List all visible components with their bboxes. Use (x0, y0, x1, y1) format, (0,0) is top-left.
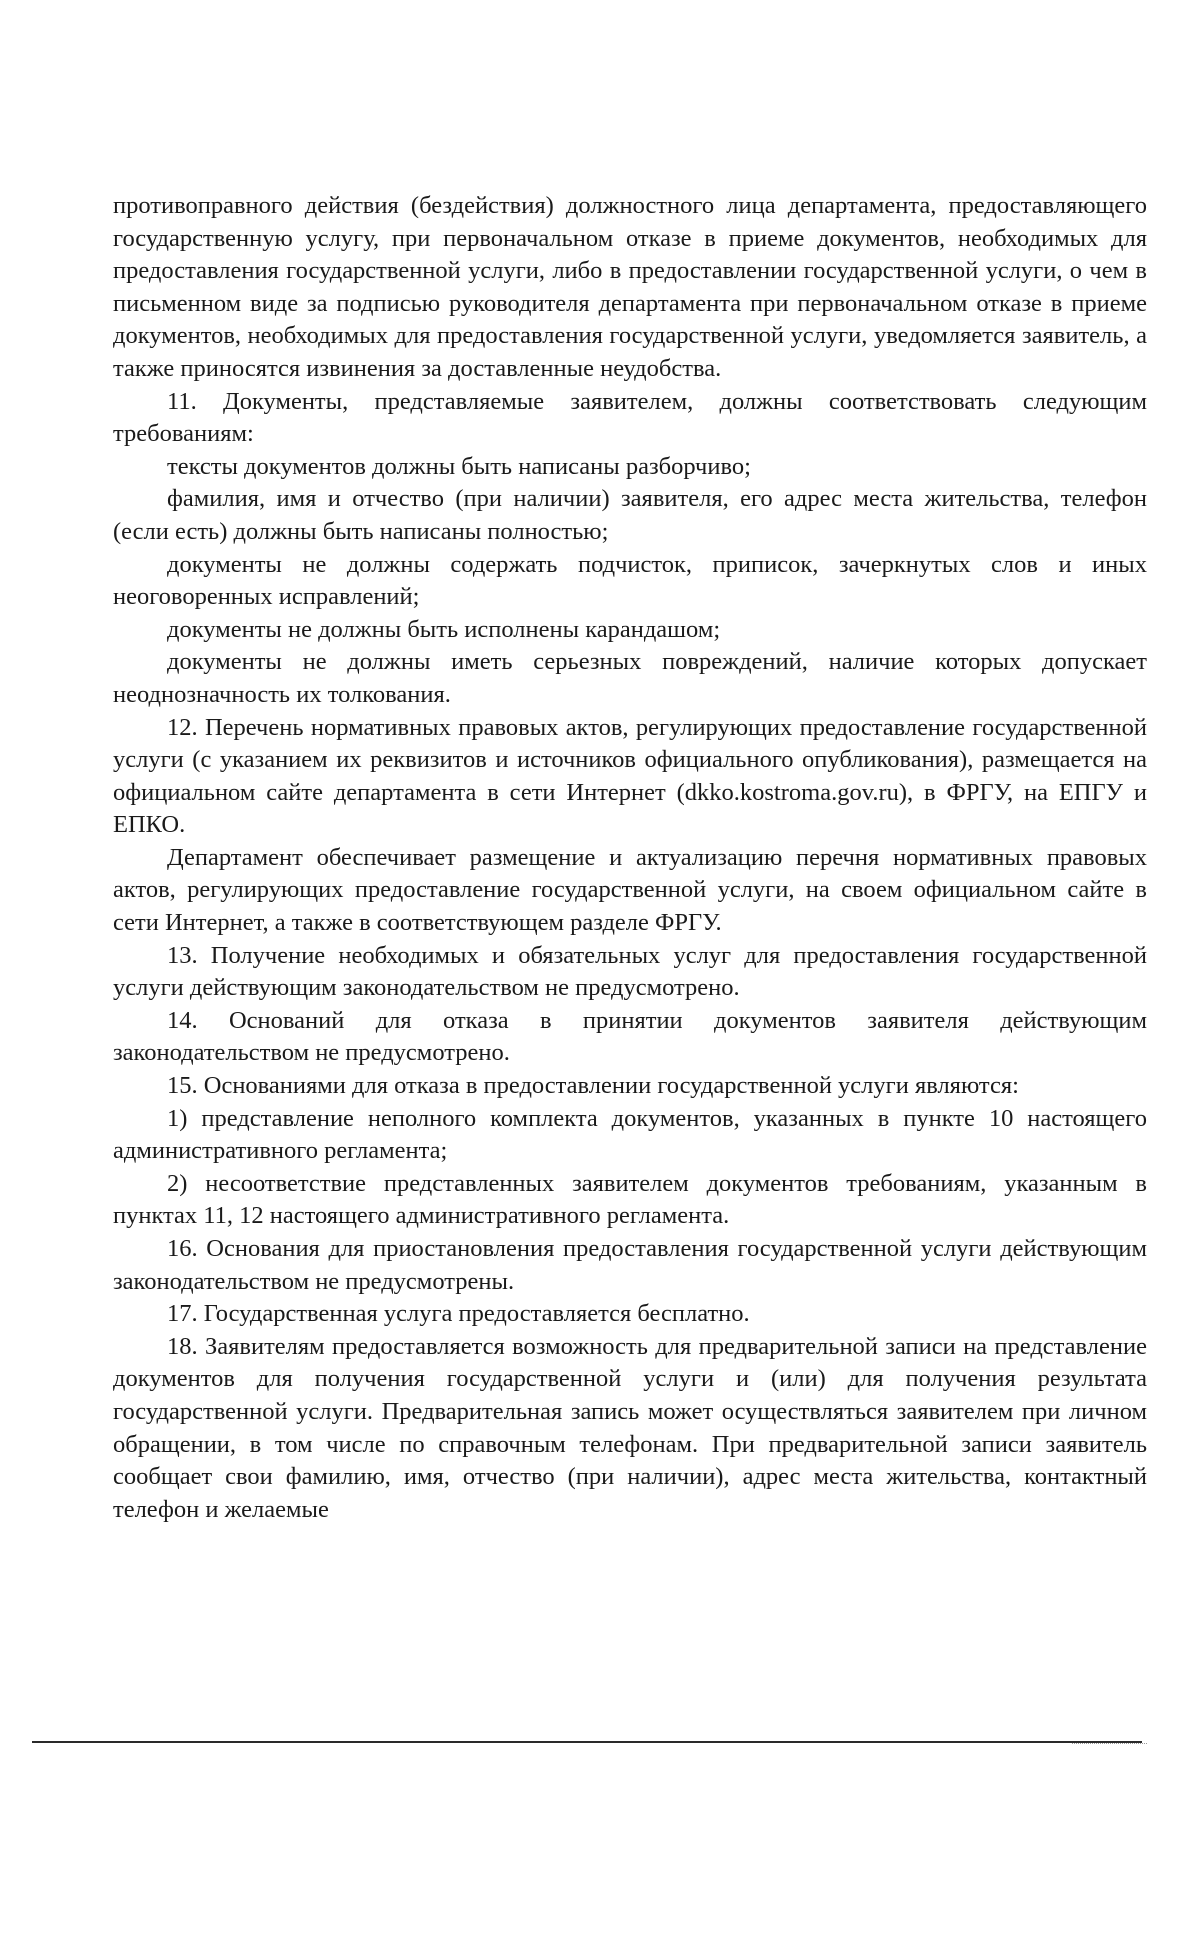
paragraph-requirement-5: документы не должны иметь серьезных повреждений, наличие которых допускает неоднозначность их толкования. (113, 648, 1147, 708)
paragraph-item-12-department: Департамент обеспечивает размещение и актуализацию перечня нормативных правовых актов, регулирующих предоставление государственной услуги, на своем официальном сайте в сети Интернет, а также в соответствующем разделе ФРГУ. (113, 843, 1147, 937)
paragraph-requirement-1: тексты документов должны быть написаны разборчиво; (167, 452, 751, 480)
paragraph-requirement-2: фамилия, имя и отчество (при наличии) заявителя, его адрес места жительства, телефон (если есть) должны быть написаны полностью; (113, 485, 1147, 545)
footer-rule-tail (1072, 1743, 1147, 1744)
paragraph-item-14: 14. Оснований для отказа в принятии документов заявителя действующим законодательством не предусмотрено. (113, 1006, 1147, 1067)
paragraph-item-16: 16. Основания для приостановления предоставления государственной услуги действующим законодательством не предусмотрены. (113, 1235, 1147, 1295)
paragraph-item-15-2: 2) несоответствие представленных заявителем документов требованиям, указанным в пунктах 11, 12 настоящего административного регламента. (113, 1169, 1147, 1230)
paragraph-item-12: 12. Перечень нормативных правовых актов, регулирующих предоставление государственной услуги (с указанием их реквизитов и источников официального опубликования), размещается на официальном сайте департамента в сети Интернет (dkko.kostroma.gov.ru), в ФРГУ, на ЕПГУ и ЕПКО. (113, 713, 1147, 839)
paragraph-item-15-1: 1) представление неполного комплекта документов, указанных в пункте 10 настоящего административного регламента; (113, 1104, 1147, 1165)
paragraph-item-18: 18. Заявителям предоставляется возможность для предварительной записи на представление документов для получения государственной услуги и (или) для получения результата государственной услуги. Предварительная запись может осуществляться заявителем при личном обращении, в том числе по справочным телефонам. При предварительной записи заявитель сообщает свои фамилию, имя, отчество (при наличии), адрес места жительства, контактный телефон и желаемые (113, 1332, 1147, 1523)
paragraph-item-17: 17. Государственная услуга предоставляется бесплатно. (167, 1300, 750, 1328)
document-body (113, 190, 1147, 1526)
paragraph-requirement-3: документы не должны содержать подчисток, приписок, зачеркнутых слов и иных неоговоренных исправлений; (113, 550, 1147, 611)
paragraph-requirement-4: документы не должны быть исполнены карандашом; (167, 615, 721, 643)
footer-rule (32, 1741, 1142, 1743)
paragraph-item-13: 13. Получение необходимых и обязательных услуг для предоставления государственной услуги действующим законодательством не предусмотрено. (113, 941, 1147, 1002)
paragraph-continuation: противоправного действия (бездействия) должностного лица департамента, предоставляющего государственную услугу, при первоначальном отказе в приеме документов, необходимых для предоставления государственной услуги, либо в предоставлении государственной услуги, о чем в письменном виде за подписью руководителя департамента при первоначальном отказе в приеме документов, необходимых для предоставления государственной услуги, уведомляется заявитель, а также приносятся извинения за доставленные неудобства. (113, 192, 1147, 382)
paragraph-item-15: 15. Основаниями для отказа в предоставлении государственной услуги являются: (167, 1072, 1019, 1100)
paragraph-item-11: 11. Документы, представляемые заявителем, должны соответствовать следующим требованиям: (113, 387, 1147, 448)
